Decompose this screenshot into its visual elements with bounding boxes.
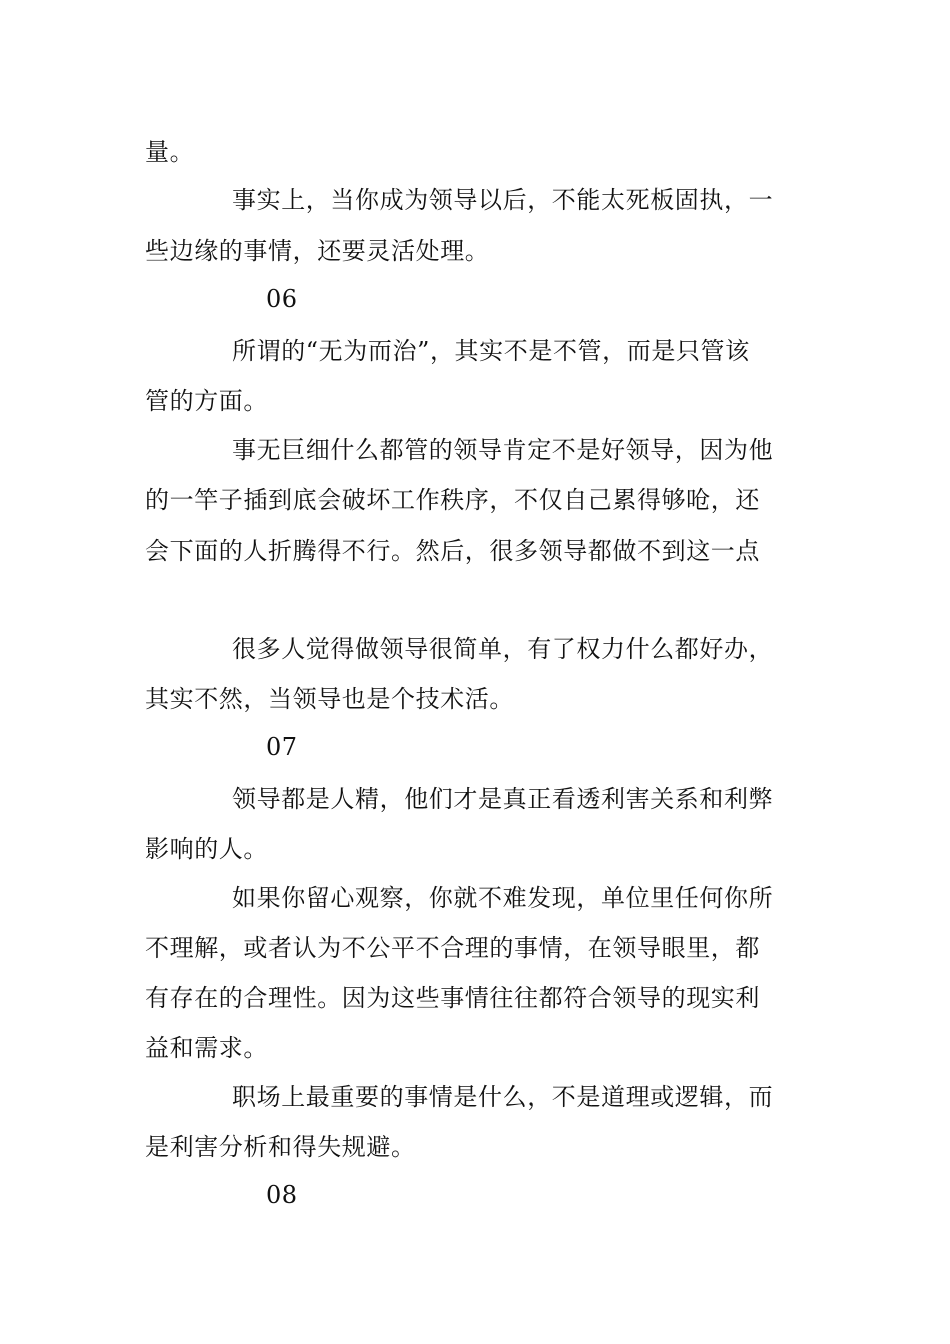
paragraph-line: 领导都是人精，他们才是真正看透利害关系和利弊	[232, 785, 774, 813]
text-line: 有存在的合理性。因为这些事情往往都符合领导的现实利	[145, 984, 760, 1012]
paragraph-line: 事实上，当你成为领导以后，不能太死板固执，一	[232, 186, 774, 214]
paragraph-line: 所谓的“无为而治”，其实不是不管，而是只管该	[232, 337, 750, 365]
text-line: 会下面的人折腾得不行。然后，很多领导都做不到这一点	[145, 537, 760, 565]
paragraph-line: 职场上最重要的事情是什么，不是道理或逻辑，而	[232, 1083, 774, 1111]
paragraph-line: 如果你留心观察，你就不难发现，单位里任何你所	[232, 884, 774, 912]
text-line: 的一竿子插到底会破坏工作秩序，不仅自己累得够呛，还	[145, 486, 760, 514]
section-number: 06	[266, 285, 298, 313]
text-line: 不理解，或者认为不公平不合理的事情，在领导眼里，都	[145, 934, 760, 962]
text-line: 是利害分析和得失规避。	[145, 1133, 416, 1161]
text-line: 益和需求。	[145, 1034, 268, 1062]
text-line: 些边缘的事情，还要灵活处理。	[145, 237, 490, 265]
paragraph-line: 事无巨细什么都管的领导肯定不是好领导，因为他	[232, 436, 774, 464]
text-line: 量。	[145, 138, 195, 166]
text-line: 管的方面。	[145, 387, 268, 415]
section-number: 07	[266, 733, 298, 761]
paragraph-line: 很多人觉得做领导很简单，有了权力什么都好办，	[232, 635, 774, 663]
section-number: 08	[266, 1181, 298, 1209]
text-line: 其实不然，当领导也是个技术活。	[145, 685, 514, 713]
text-line: 影响的人。	[145, 835, 268, 863]
